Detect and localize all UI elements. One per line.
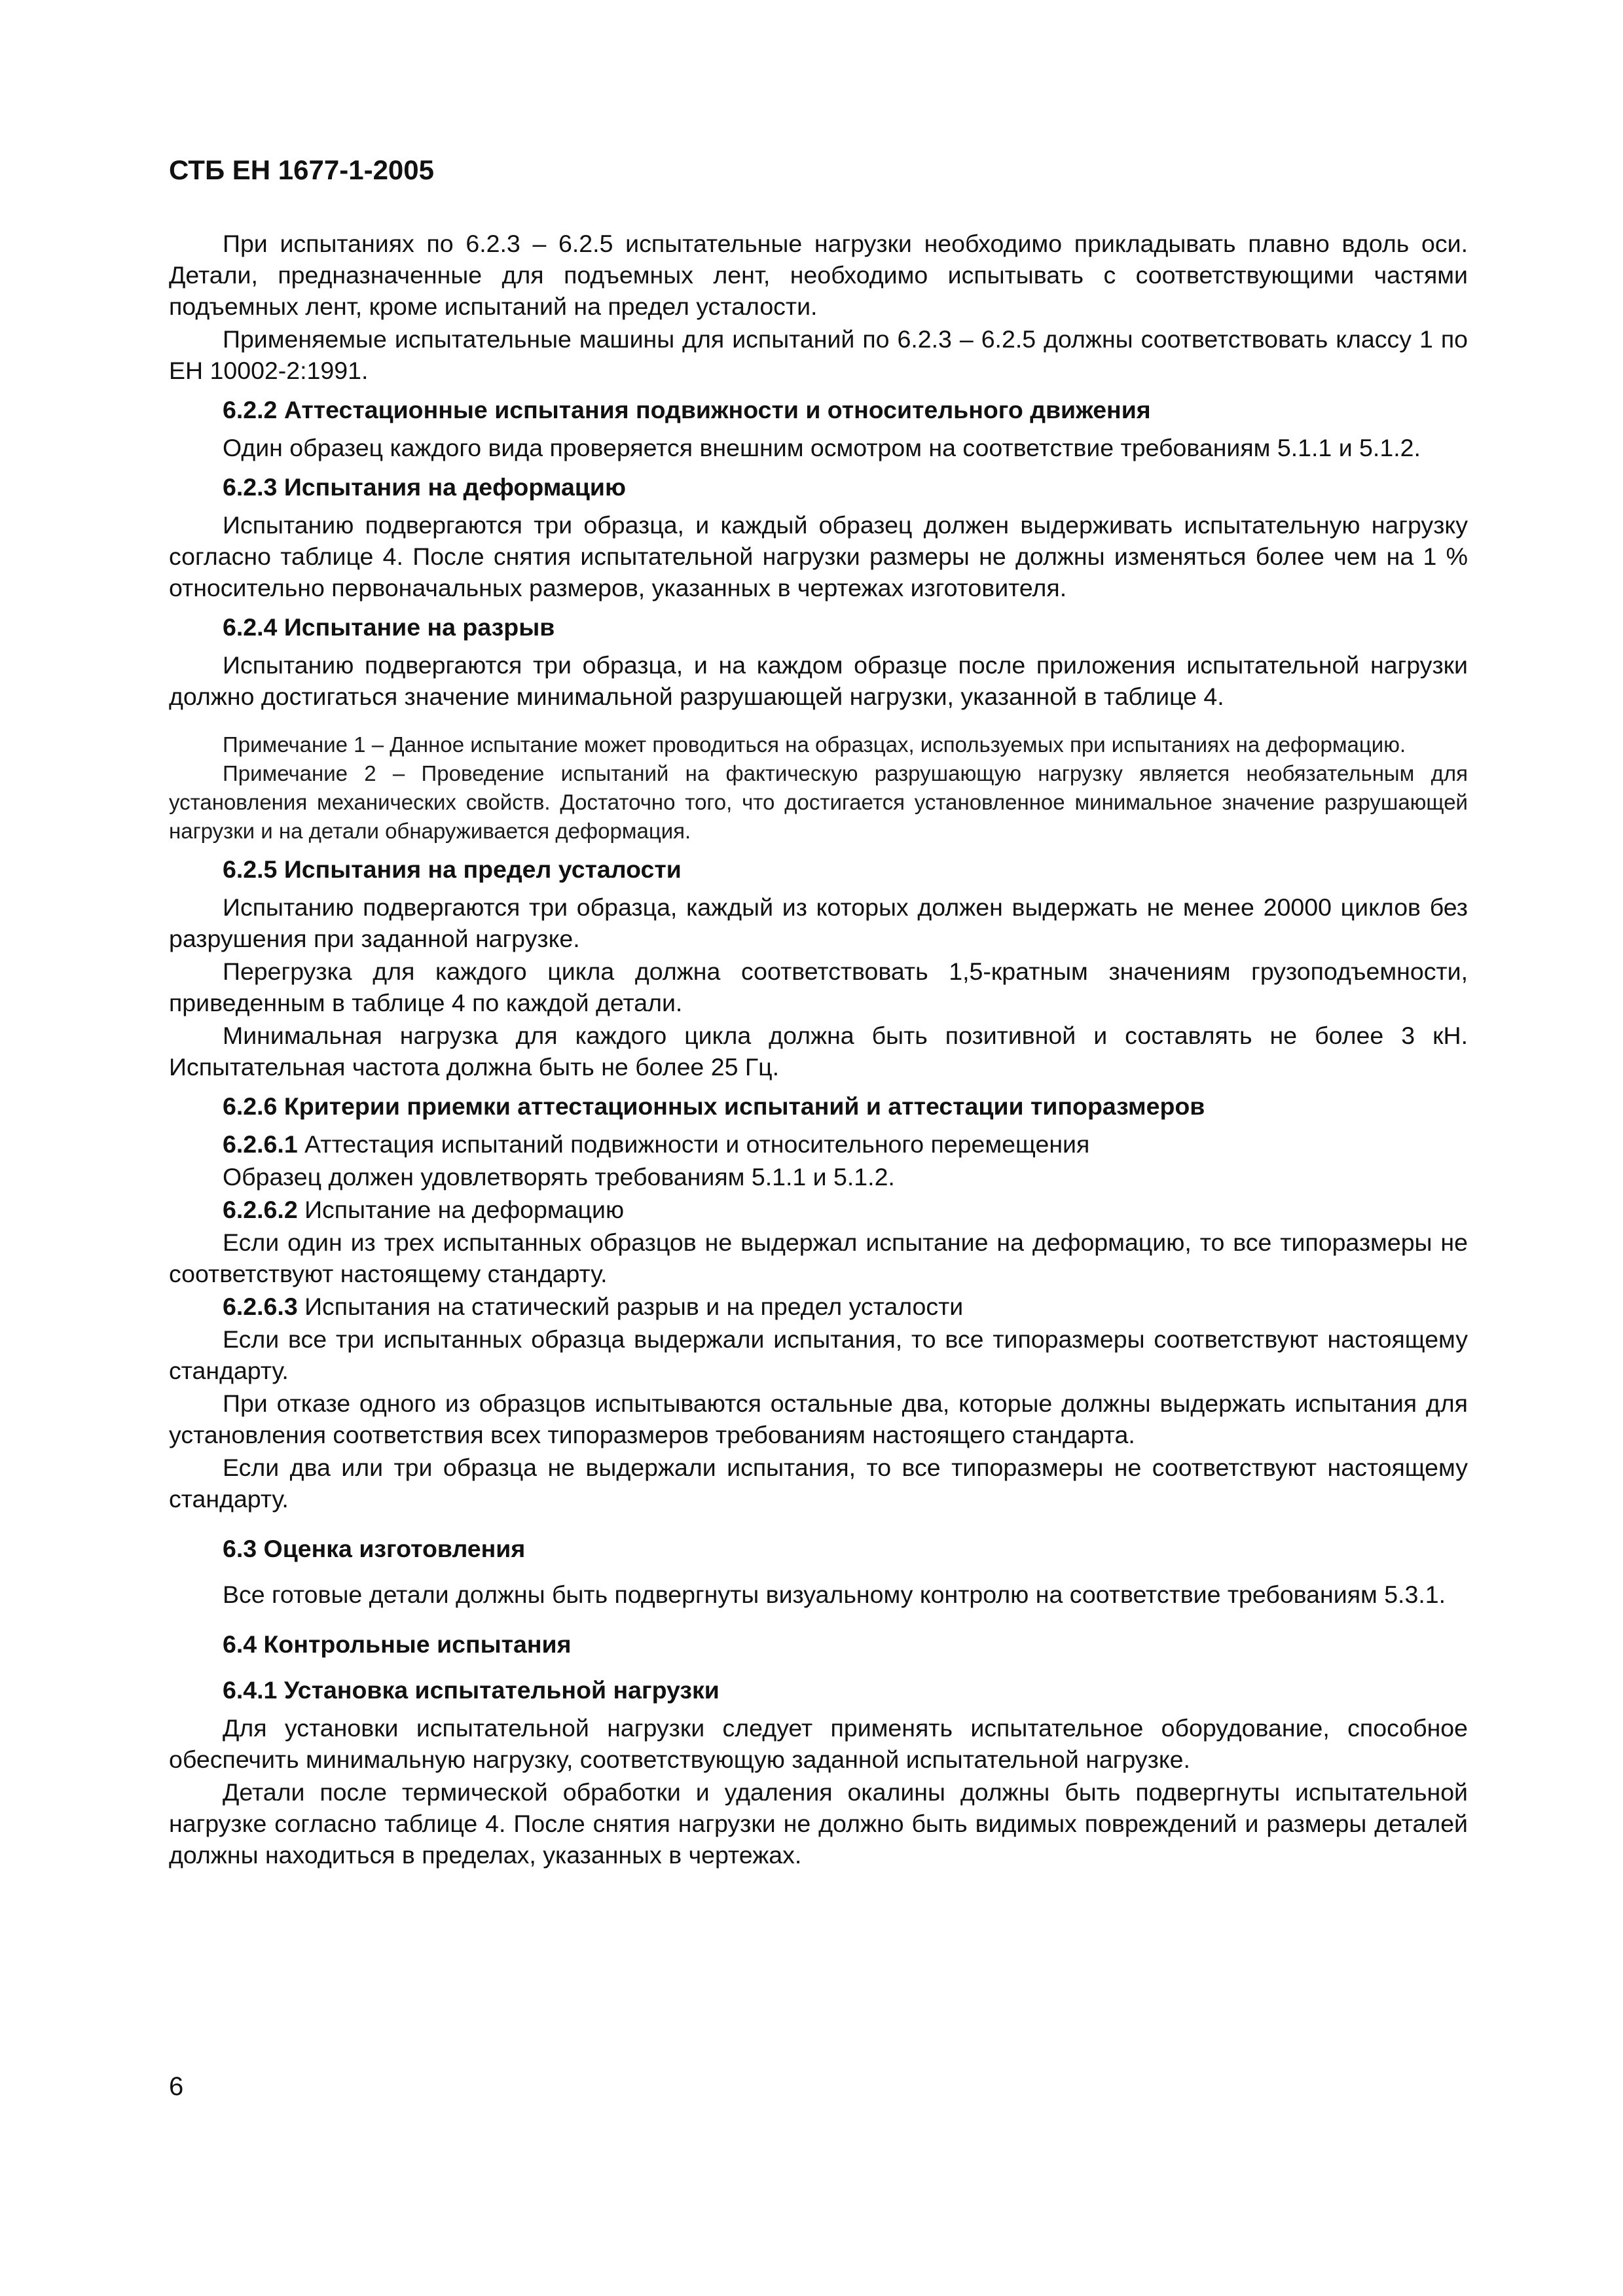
paragraph: Детали после термической обработки и удаления окалины должны быть подвергнуты испытательной нагрузке согласно таблице 4. После снятия нагрузки не должно быть видимых повреждений и размеры деталей должны находиться в пределах, указанных в чертежах. — [169, 1778, 1468, 1869]
paragraph: Испытанию подвергаются три образца, и каждый образец должен выдерживать испытательную нагрузку согласно таблице 4. После снятия испытательной нагрузки размеры не должны изменяться более чем на 1 % относительно первоначальных размеров, указанных в чертежах изготовителя. — [169, 511, 1468, 601]
subsection-number: 6.2.6.1 — [223, 1130, 298, 1158]
subsection-6-2-6-3 — [169, 1291, 1468, 1322]
paragraph: Один образец каждого вида проверяется внешним осмотром на соответствие требованиям 5.1.1 и 5.1.2. — [223, 434, 1421, 461]
section-heading-6-2-6: 6.2.6 Критерии приемки аттестационных испытаний и аттестации типоразмеров — [223, 1092, 1205, 1120]
document-body — [169, 228, 1468, 1872]
section-heading-6-2-2: 6.2.2 Аттестационные испытания подвижности и относительного движения — [223, 396, 1151, 423]
page-number: 6 — [169, 2072, 184, 2101]
subsection-title: Аттестация испытаний подвижности и относительного перемещения — [297, 1130, 1090, 1158]
section-heading-6-4-1: 6.4.1 Установка испытательной нагрузки — [223, 1676, 720, 1704]
paragraph: Если два или три образца не выдержали испытания, то все типоразмеры не соответствуют настоящему стандарту. — [169, 1454, 1468, 1513]
section-heading-6-4: 6.4 Контрольные испытания — [223, 1630, 572, 1658]
paragraph: Применяемые испытательные машины для испытаний по 6.2.3 – 6.2.5 должны соответствовать классу 1 по ЕН 10002-2:1991. — [169, 325, 1468, 384]
paragraph: При испытаниях по 6.2.3 – 6.2.5 испытательные нагрузки необходимо прикладывать плавно вдоль оси. Детали, предназначенные для подъемных лент, необходимо испытывать с соответствующими частями подъемных лент, кроме испытаний на предел усталости. — [169, 230, 1468, 320]
paragraph: Для установки испытательной нагрузки следует применять испытательное оборудование, способное обеспечить минимальную нагрузку, соответствующую заданной испытательной нагрузке. — [169, 1714, 1468, 1773]
paragraph: Испытанию подвергаются три образца, каждый из которых должен выдержать не менее 20000 циклов без разрушения при заданной нагрузке. — [169, 893, 1468, 952]
document-code-header: СТБ ЕН 1677-1-2005 — [169, 154, 435, 185]
subsection-6-2-6-1 — [169, 1128, 1468, 1160]
section-heading-6-3: 6.3 Оценка изготовления — [223, 1535, 526, 1562]
subsection-number: 6.2.6.2 — [223, 1196, 298, 1223]
subsection-number: 6.2.6.3 — [223, 1293, 298, 1320]
note-1: Примечание 1 – Данное испытание может проводиться на образцах, используемых при испытаниях на деформацию. — [223, 732, 1406, 757]
paragraph: Если все три испытанных образца выдержали испытания, то все типоразмеры соответствуют настоящему стандарту. — [169, 1325, 1468, 1384]
note-2: Примечание 2 – Проведение испытаний на фактическую разрушающую нагрузку является необязательным для установления механических свойств. Достаточно того, что достигается установленное минимальное значение разрушающей нагрузки и на детали обнаруживается деформация. — [169, 761, 1468, 843]
subsection-title: Испытание на деформацию — [297, 1196, 625, 1223]
notes-block — [169, 730, 1468, 846]
paragraph: Все готовые детали должны быть подвергнуты визуальному контролю на соответствие требованиям 5.3.1. — [223, 1581, 1446, 1608]
paragraph: При отказе одного из образцов испытываются остальные два, которые должны выдержать испытания для установления соответствия всех типоразмеров требованиям настоящего стандарта. — [169, 1390, 1468, 1448]
paragraph: Образец должен удовлетворять требованиям 5.1.1 и 5.1.2. — [223, 1163, 895, 1191]
subsection-title: Испытания на статический разрыв и на предел усталости — [297, 1293, 964, 1320]
paragraph: Перегрузка для каждого цикла должна соответствовать 1,5-кратным значениям грузоподъемности, приведенным в таблице 4 по каждой детали. — [169, 958, 1468, 1016]
paragraph: Испытанию подвергаются три образца, и на каждом образце после приложения испытательной нагрузки должно достигаться значение минимальной разрушающей нагрузки, указанной в таблице 4. — [169, 651, 1468, 710]
paragraph: Если один из трех испытанных образцов не выдержал испытание на деформацию, то все типоразмеры не соответствуют настоящему стандарту. — [169, 1229, 1468, 1287]
subsection-6-2-6-2 — [169, 1194, 1468, 1225]
section-heading-6-2-3: 6.2.3 Испытания на деформацию — [223, 473, 626, 501]
section-heading-6-2-5: 6.2.5 Испытания на предел усталости — [223, 855, 682, 883]
section-heading-6-2-4: 6.2.4 Испытание на разрыв — [223, 613, 555, 641]
paragraph: Минимальная нагрузка для каждого цикла должна быть позитивной и составлять не более 3 кН. Испытательная частота должна быть не более 25 Гц. — [169, 1022, 1468, 1081]
